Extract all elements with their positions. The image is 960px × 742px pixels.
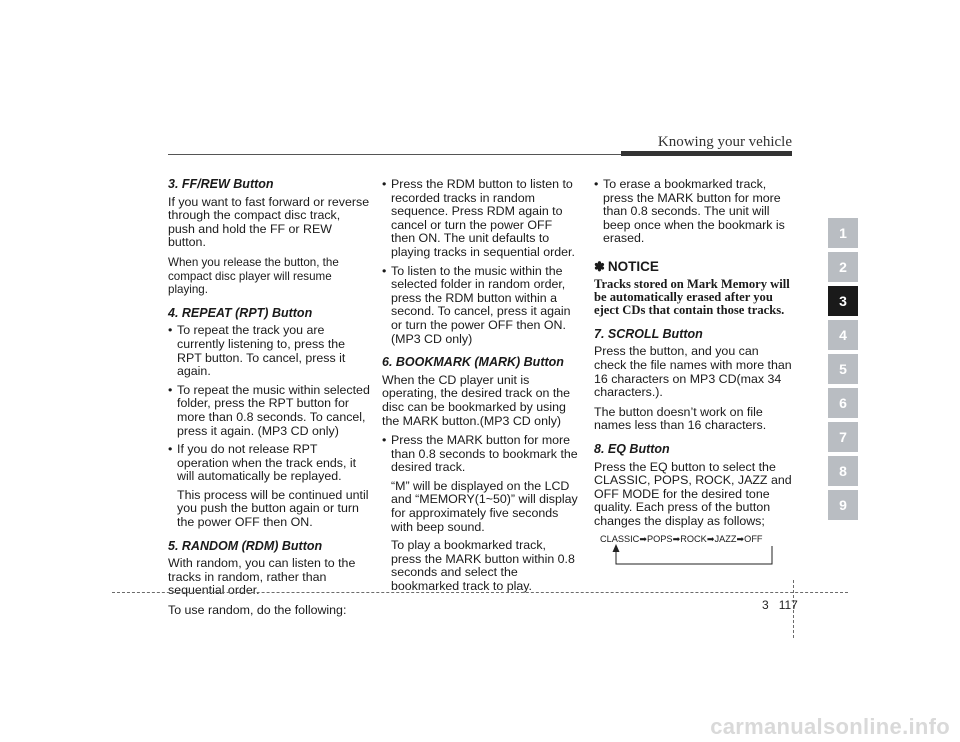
repeat-bullet-3: • If you do not release RPT operation when the track ends, it will automatically be replayed.	[168, 443, 370, 484]
section-tab-6[interactable]: 6	[828, 388, 858, 418]
arrow-right-icon: ➡	[672, 534, 681, 544]
notice-body: Tracks stored on Mark Memory will be automatically erased after you eject CDs that contain those tracks.	[594, 276, 790, 318]
repeat-bullet-2: • To repeat the music within selected folder, press the RPT button for more than 0.8 seconds. To cancel, press it again. (MP3 CD only)	[168, 384, 370, 438]
eq-mode-rock: ROCK	[680, 534, 707, 544]
bookmark-bullet-1: • Press the MARK button for more than 0.8 seconds to bookmark the desired track.	[382, 434, 578, 475]
ffrew-paragraph-1: If you want to fast forward or reverse through the compact disc track, push and hold the FF or REW button.	[168, 194, 370, 250]
heading-repeat: 4. REPEAT (RPT) Button	[168, 305, 313, 320]
heading-eq: 8. EQ Button	[594, 441, 670, 456]
eq-loop-arrow-icon	[606, 544, 776, 568]
bookmark-bullet-1-sub-1: “M” will be displayed on the LCD and “MEMORY(1~50)” will display for approximately five seconds with beep sound.	[391, 478, 578, 534]
section-tabs	[828, 218, 858, 524]
header-rule-accent	[621, 151, 792, 156]
page-number-value: 117	[778, 598, 798, 612]
rdm-bullet-2: • To listen to the music within the selected folder in random order, press the RDM button within a second. To cancel, press it again or turn the power OFF then ON.(MP3 CD only)	[382, 265, 578, 347]
repeat-bullet-1: • To repeat the track you are currently listening to, press the RPT button. To cancel, press it again.	[168, 324, 370, 378]
section-tab-9[interactable]: 9	[828, 490, 858, 520]
bookmark-bullet-1-sub-2: To play a bookmarked track, press the MARK button within 0.8 seconds and select the bookmarked track to play.	[391, 538, 575, 594]
heading-scroll: 7. SCROLL Button	[594, 326, 703, 341]
notice-heading	[594, 260, 792, 274]
column-3	[594, 178, 792, 535]
section-tab-5[interactable]: 5	[828, 354, 858, 384]
page-section: 3	[762, 598, 769, 612]
eq-mode-jazz: JAZZ	[714, 534, 737, 544]
scroll-paragraph-2: The button doesn’t work on file names less than 16 characters.	[594, 404, 767, 433]
scroll-paragraph-1: Press the button, and you can check the file names with more than 16 characters on MP3 CD(max 34 characters.).	[594, 344, 792, 400]
repeat-bullet-3-sub: This process will be continued until you push the button again or turn the power OFF then ON.	[177, 487, 369, 530]
section-tab-2[interactable]: 2	[828, 252, 858, 282]
column-2	[382, 178, 578, 599]
rdm-bullet-1: • Press the RDM button to listen to recorded tracks in random sequence. Press RDM again to cancel or turn the power OFF then ON. The unit defaults to playing tracks in sequential order.	[382, 178, 578, 260]
section-tab-4[interactable]: 4	[828, 320, 858, 350]
bookmark-paragraph-1: When the CD player unit is operating, the desired track on the disc can be bookmarked by using the MARK button.(MP3 CD only)	[382, 372, 571, 428]
erase-bullet-1: • To erase a bookmarked track, press the MARK button for more than 0.8 seconds. The unit will beep once when the bookmark is erased.	[594, 178, 792, 246]
arrow-right-icon: ➡	[706, 534, 715, 544]
eq-mode-classic: CLASSIC	[600, 534, 640, 544]
page-number	[762, 598, 798, 612]
heading-bookmark: 6. BOOKMARK (MARK) Button	[382, 355, 564, 370]
column-1	[168, 178, 370, 624]
notice-star-icon: ✽	[594, 258, 605, 274]
section-tab-3[interactable]: 3	[828, 286, 858, 316]
arrow-right-icon: ➡	[736, 534, 745, 544]
section-tab-1[interactable]: 1	[828, 218, 858, 248]
notice-title: NOTICE	[607, 258, 659, 274]
ffrew-paragraph-2: When you release the button, the compact disc player will resume playing.	[168, 255, 339, 297]
random-paragraph-2: To use random, do the following:	[168, 603, 347, 618]
header-title: Knowing your vehicle	[657, 134, 792, 150]
heading-random: 5. RANDOM (RDM) Button	[168, 538, 323, 553]
eq-mode-pops: POPS	[647, 534, 673, 544]
section-tab-8[interactable]: 8	[828, 456, 858, 486]
heading-ffrew: 3. FF/REW Button	[168, 177, 274, 191]
section-tab-7[interactable]: 7	[828, 422, 858, 452]
eq-paragraph-1: Press the EQ button to select the CLASSIC, POPS, ROCK, JAZZ and OFF MODE for the desired tone quality. Each press of the button changes the display as follows;	[594, 459, 792, 528]
footer-rule	[112, 592, 848, 593]
eq-mode-off: OFF	[744, 534, 763, 544]
arrow-right-icon: ➡	[639, 534, 648, 544]
watermark: carmanualsonline.info	[710, 714, 950, 739]
random-paragraph-1: With random, you can listen to the tracks in random, rather than sequential order.	[168, 556, 356, 598]
